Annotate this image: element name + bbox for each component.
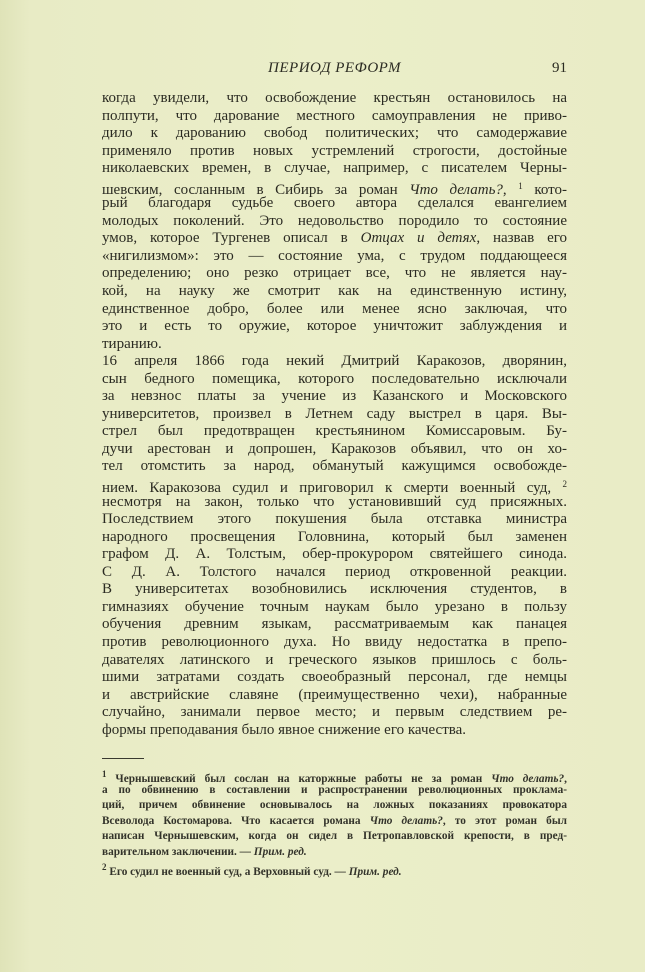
text-segment: 16 апреля 1866 года некий Дмитрий Каракозов, дворянин,: [102, 353, 567, 370]
text-line: [102, 90, 567, 108]
text-segment: николаевских времен, в случае, например, с писателем Черны-: [102, 160, 567, 177]
body-text: [102, 90, 567, 739]
footnote-line: [102, 860, 567, 876]
text-line: [102, 283, 567, 301]
text-segment: графом Д. А. Толстым, обер-прокурором святейшего синода.: [102, 546, 567, 563]
text-segment: , назвав его: [476, 230, 568, 247]
text-line: [102, 687, 567, 705]
text-line: [102, 634, 567, 652]
text-segment: за невзнос платы за учение из Казанского и Московского: [102, 388, 567, 405]
text-segment: «нигилизмом»: это — состояние ума, с трудом поддающееся: [102, 247, 567, 264]
text-line: [102, 616, 567, 634]
text-segment: обучения древним языкам, рассматриваемым как панацея: [102, 616, 567, 633]
text-line: [102, 599, 567, 617]
footnote-marker: 2: [102, 862, 107, 872]
text-segment: и австрийские славяне (преимущественно чехи), набранные: [102, 686, 567, 703]
text-segment: , то этот роман был: [442, 814, 567, 827]
text-segment: Его судил не военный суд, а Верховный суд. —: [106, 866, 349, 878]
text-line: [102, 160, 567, 178]
footnote-line: [102, 845, 567, 861]
text-segment: кой, на науку же смотрит как на единственную истину,: [102, 283, 567, 300]
text-segment: варительном заключении. —: [102, 845, 254, 858]
text-line: [102, 423, 567, 441]
text-segment: нием. Каракозова судил и приговорил к смерти военный суд,: [102, 480, 563, 497]
text-segment: дило к дарованию свобод политических; что самодержавие: [102, 125, 567, 142]
text-segment: ,: [502, 181, 519, 198]
text-line: [102, 143, 567, 161]
text-line: [102, 581, 567, 599]
text-segment: сын бедного помещика, которого последовательно исключали: [102, 370, 567, 387]
footnote-marker: 2: [562, 479, 567, 490]
text-line: [102, 371, 567, 389]
text-line: [102, 494, 567, 512]
footnote-marker: 1: [518, 180, 523, 191]
text-line: [102, 511, 567, 529]
text-line: [102, 230, 567, 248]
text-segment: тиранию.: [102, 335, 162, 352]
text-segment: а по обвинению в составлении и распространении революционных проклама-: [102, 783, 567, 796]
text-line: [102, 458, 567, 476]
text-line: [102, 546, 567, 564]
text-segment: С Д. А. Толстого начался период откровенной реакции.: [102, 563, 567, 580]
text-segment: когда увидели, что освобождение крестьян остановилось на: [102, 90, 567, 106]
italic-text: Прим. ред.: [348, 866, 402, 878]
page-header: [102, 60, 567, 80]
italic-text: Прим. ред.: [253, 845, 307, 858]
italic-text: Что делать?: [369, 814, 443, 827]
text-segment: случайно, занимали первое место; и первым следствием ре-: [102, 704, 567, 721]
text-line: [102, 441, 567, 459]
text-segment: народного просвещения Головнина, который был заменен: [102, 528, 567, 545]
text-segment: дучи арестован и допрошен, Каракозов объявил, что он хо-: [102, 440, 567, 457]
footnote-line: [102, 829, 567, 845]
text-segment: формы преподавания было явное снижение его качества.: [102, 721, 467, 738]
text-line: [102, 195, 567, 213]
text-line: [102, 336, 567, 354]
text-line: [102, 178, 567, 196]
text-segment: шими затратами создать своеобразный персонал, где немцы: [102, 669, 567, 686]
text-line: [102, 406, 567, 424]
footnote-line: [102, 783, 567, 799]
text-segment: написан Чернышевским, когда он сидел в Петропавловской крепости, в пред-: [102, 830, 567, 842]
text-line: [102, 301, 567, 319]
text-segment: тел отомстить за народ, обманутый кажущимся освобожде-: [102, 458, 567, 475]
text-segment: умов, которое Тургенев описал в: [102, 230, 361, 247]
footnotes: [102, 767, 567, 876]
text-segment: В университетах возобновились исключения студентов, в: [102, 581, 567, 598]
footnote-line: [102, 767, 567, 783]
footnote-marker: 1: [102, 769, 107, 779]
text-segment: давателях латинского и греческого языков пришлось с боль-: [102, 651, 567, 668]
text-segment: полпути, что дарование местного самоуправления не приво-: [102, 107, 567, 124]
text-line: [102, 476, 567, 497]
text-segment: молодых поколений. Это недовольство породило то состояние: [102, 212, 567, 229]
text-segment: Всеволода Костомарова. Что касается романа: [102, 814, 370, 827]
text-segment: стрел был предотвращен крестьянином Комиссаровым. Бу-: [102, 423, 567, 440]
italic-text: Что делать?: [491, 773, 565, 785]
text-line: [102, 722, 567, 740]
footnote-line: [102, 814, 567, 830]
page-number: 91: [552, 60, 567, 76]
footnote-divider: [102, 758, 144, 759]
text-line: [102, 669, 567, 687]
text-segment: ций, причем обвинение основывалось на ложных показаниях провокатора: [102, 799, 567, 811]
text-line: [102, 652, 567, 670]
text-segment: несмотря на закон, только что установивший суд присяжных.: [102, 493, 567, 510]
text-line: [102, 265, 567, 283]
text-line: [102, 353, 567, 371]
text-segment: рый благодаря судьбе своего автора сделался евангелием: [102, 195, 567, 212]
text-segment: это и есть то оружие, которое уничтожит заблуждения и: [102, 318, 567, 335]
text-line: [102, 248, 567, 266]
text-segment: применяло против новых устремлений строгости, достойные: [102, 142, 567, 159]
italic-text: Отцах и детях: [360, 230, 477, 247]
text-line: [102, 213, 567, 231]
text-segment: против революционного духа. Но ввиду недостатка в препо-: [102, 633, 567, 650]
italic-text: Что делать?: [409, 181, 503, 198]
text-segment: единственное добро, более или менее ясно заключая, что: [102, 300, 567, 317]
text-segment: гимназиях обучение точным наукам было урезано в пользу: [102, 598, 567, 615]
text-line: [102, 529, 567, 547]
text-line: [102, 564, 567, 582]
text-line: [102, 704, 567, 722]
text-segment: кото-: [522, 181, 567, 198]
text-line: [102, 388, 567, 406]
text-segment: Чернышевский был сослан на каторжные работы не за роман: [106, 773, 492, 785]
text-line: [102, 108, 567, 126]
text-segment: Последствием этого покушения была отставка министра: [102, 511, 567, 528]
footnote-line: [102, 798, 567, 814]
text-segment: шевским, сосланным в Сибирь за роман: [102, 181, 410, 198]
running-title: ПЕРИОД РЕФОРМ: [268, 60, 401, 76]
text-segment: университетов, произвел в Летнем саду выстрел в царя. Вы-: [102, 405, 567, 422]
text-segment: определению; оно резко отрицает все, что не является нау-: [102, 265, 567, 282]
text-line: [102, 318, 567, 336]
text-line: [102, 125, 567, 143]
text-segment: ,: [564, 773, 567, 785]
